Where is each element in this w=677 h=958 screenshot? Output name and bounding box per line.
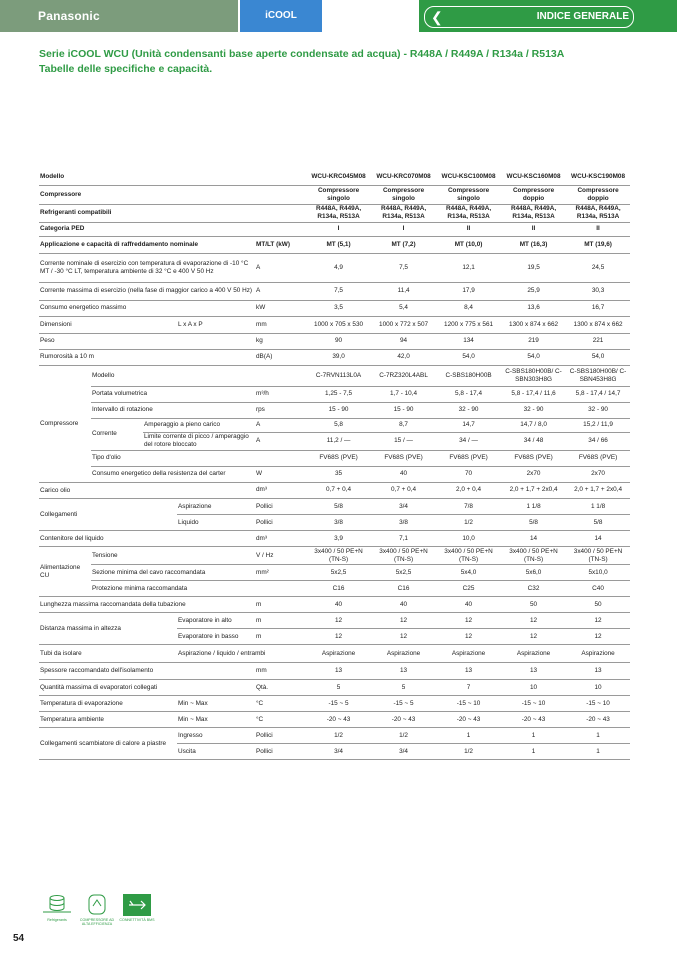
row-label: Alimentazione CU (39, 547, 91, 597)
row-label: Contenitore del liquido (39, 531, 255, 547)
cell: 7,1 (371, 531, 436, 547)
cell: 42,0 (371, 349, 436, 365)
table-row (39, 402, 630, 418)
cell: II (566, 222, 630, 236)
cell: 40 (436, 597, 501, 613)
cell: 2,0 + 1,7 + 2x0,4 (566, 483, 630, 499)
cell: FV68S (PVE) (436, 450, 501, 466)
cell: 3/4 (306, 744, 371, 760)
cell: FV68S (PVE) (501, 450, 566, 466)
cell: C25 (436, 581, 501, 597)
table-row (39, 222, 630, 236)
row-label: Collegamenti (39, 499, 177, 531)
cell: -20 ~ 43 (306, 712, 371, 728)
cell: 54,0 (501, 349, 566, 365)
cell: 7,5 (306, 282, 371, 300)
row-unit: MT/LT (kW) (255, 236, 306, 253)
cell: 17,9 (436, 282, 501, 300)
cell: 12 (306, 629, 371, 645)
chevron-left-icon: ❮ (431, 9, 443, 25)
cell: C16 (371, 581, 436, 597)
cell: 1 1/8 (501, 499, 566, 515)
row-label: Consumo energetico massimo (39, 300, 255, 316)
row-unit: Pollici (255, 499, 306, 515)
row-label: Intervallo di rotazione (91, 402, 255, 418)
cell: 70 (436, 466, 501, 482)
table-row (39, 663, 630, 680)
row-unit: mm (255, 316, 306, 333)
cell: 24,5 (566, 253, 630, 282)
cell: 1,25 - 7,5 (306, 386, 371, 402)
row-sublabel: Evaporatore in basso (177, 629, 255, 645)
cell: 11,2 / — (306, 432, 371, 450)
row-label: Tubi da isolare (39, 645, 177, 663)
row-sublabel: Evaporatore in alto (177, 613, 255, 629)
cell: Compressore singolo (371, 185, 436, 204)
cell: 14 (566, 531, 630, 547)
row-label: Temperatura di evaporazione (39, 696, 177, 712)
row-sublabel: Min ~ Max (177, 696, 255, 712)
table-row (39, 466, 630, 482)
row-label: Categoria PED (39, 222, 306, 236)
cell: 94 (371, 333, 436, 349)
cell: 3/4 (371, 744, 436, 760)
cell: 1,7 - 10,4 (371, 386, 436, 402)
row-unit: °C (255, 696, 306, 712)
cell: 14,7 / 8,0 (501, 418, 566, 432)
row-sublabel: L x A x P (177, 316, 255, 333)
cell: 0,7 + 0,4 (371, 483, 436, 499)
row-label: Consumo energetico della resistenza del carter (91, 466, 255, 482)
cell: 15 / — (371, 432, 436, 450)
cell: I (306, 222, 371, 236)
cell: 12 (501, 629, 566, 645)
row-unit: A (255, 253, 306, 282)
row-label: Corrente massima di esercizio (nella fase di maggior carico a 400 V 50 Hz) (39, 282, 255, 300)
cell: -15 ~ 10 (566, 696, 630, 712)
table-row (39, 316, 630, 333)
title-line-1: Serie iCOOL WCU (Unità condensanti base aperte condensate ad acqua) - R448A / R449A / R134a / R513A (39, 48, 565, 60)
table-row (39, 597, 630, 613)
cell: 10 (566, 680, 630, 696)
cell: Compressore doppio (501, 185, 566, 204)
cell: 134 (436, 333, 501, 349)
cell: 1/2 (436, 744, 501, 760)
cell: 3,9 (306, 531, 371, 547)
cell: 15,2 / 11,9 (566, 418, 630, 432)
efficiency-icon (79, 892, 115, 928)
row-label: Temperatura ambiente (39, 712, 177, 728)
row-sublabel: Uscita (177, 744, 255, 760)
row-unit: m (255, 629, 306, 645)
cell: 1 (501, 744, 566, 760)
cell: 40 (371, 466, 436, 482)
cell: MT (16,3) (501, 236, 566, 253)
cell: 1000 x 705 x 530 (306, 316, 371, 333)
cell: 34 / 66 (566, 432, 630, 450)
cell: 1/2 (371, 728, 436, 744)
cell: 32 - 90 (566, 402, 630, 418)
cell: 15 - 90 (306, 402, 371, 418)
table-row (39, 185, 630, 204)
cell: -15 ~ 5 (371, 696, 436, 712)
cell: 1/2 (306, 728, 371, 744)
cell: 32 - 90 (501, 402, 566, 418)
spec-table (39, 170, 630, 760)
cell: WCU-KSC100M08 (436, 170, 501, 185)
cell: 12 (436, 613, 501, 629)
row-sublabel: Tensione (91, 547, 255, 565)
cell: C-7RZ320L4ABL (371, 365, 436, 386)
cell: 7,5 (371, 253, 436, 282)
cell: 5x2,5 (371, 565, 436, 581)
row-unit: mm² (255, 565, 306, 581)
general-index-button[interactable] (424, 6, 634, 28)
cell: 12 (566, 613, 630, 629)
row-unit: kW (255, 300, 306, 316)
row-unit: V / Hz (255, 547, 306, 565)
table-row (39, 712, 630, 728)
row-label: Compressore (39, 185, 306, 204)
feature-icons (39, 892, 159, 928)
cell: II (436, 222, 501, 236)
cell: -20 ~ 43 (371, 712, 436, 728)
cell: 3/4 (371, 499, 436, 515)
cell: 1/2 (436, 515, 501, 531)
refrigerants-icon (39, 892, 75, 928)
cell: 4,9 (306, 253, 371, 282)
row-unit: dm³ (255, 531, 306, 547)
cell: 30,3 (566, 282, 630, 300)
cell: -15 ~ 10 (436, 696, 501, 712)
cell: 34 / — (436, 432, 501, 450)
cell: R448A, R449A, R134a, R513A (306, 204, 371, 222)
row-label: Dimensioni (39, 316, 177, 333)
row-unit: Pollici (255, 728, 306, 744)
cell: 3x400 / 50 PE+N (TN-S) (501, 547, 566, 565)
cell: 12 (436, 629, 501, 645)
cell: 13 (436, 663, 501, 680)
cell: 5,8 (306, 418, 371, 432)
row-unit: dm³ (255, 483, 306, 499)
cell: WCU-KSC160M08 (501, 170, 566, 185)
cell: WCU-KRC070M08 (371, 170, 436, 185)
cell: 14 (501, 531, 566, 547)
cell: C16 (306, 581, 371, 597)
page-title (39, 47, 639, 77)
cell: 5/8 (566, 515, 630, 531)
tab-label: iCOOL (265, 10, 297, 21)
table-row (39, 680, 630, 696)
table-row (39, 300, 630, 316)
cell: 54,0 (566, 349, 630, 365)
tab-icool[interactable] (240, 0, 322, 32)
cell: -15 ~ 10 (501, 696, 566, 712)
cell: C32 (501, 581, 566, 597)
icon-caption: CONNETTIVITÀ BMS (119, 918, 155, 922)
cell: 1 1/8 (566, 499, 630, 515)
row-unit: Pollici (255, 515, 306, 531)
cell: Compressore singolo (436, 185, 501, 204)
bms-icon (119, 892, 155, 928)
cell: 2,0 + 1,7 + 2x0,4 (501, 483, 566, 499)
cell: 12 (306, 613, 371, 629)
cell: 3/8 (371, 515, 436, 531)
cell: Aspirazione (566, 645, 630, 663)
cell: 7/8 (436, 499, 501, 515)
cell: FV68S (PVE) (566, 450, 630, 466)
cell: 2x70 (501, 466, 566, 482)
cell: I (371, 222, 436, 236)
icon-caption: Refrigerants (47, 918, 67, 922)
cell: 3x400 / 50 PE+N (TN-S) (306, 547, 371, 565)
cell: 0,7 + 0,4 (306, 483, 371, 499)
cell: C-7RVN113L0A (306, 365, 371, 386)
row-label: Amperaggio a pieno carico (143, 418, 255, 432)
cell: 32 - 90 (436, 402, 501, 418)
cell: 5,8 - 17,4 / 14,7 (566, 386, 630, 402)
row-unit: rps (255, 402, 306, 418)
cell: 5/8 (501, 515, 566, 531)
table-row (39, 499, 630, 515)
row-unit: W (255, 466, 306, 482)
cell: FV68S (PVE) (371, 450, 436, 466)
cell: C-SBS180H00B/ C-SBN303H8G (501, 365, 566, 386)
cell: 12 (566, 629, 630, 645)
row-label: Modello (91, 365, 255, 386)
table-row (39, 418, 630, 432)
row-label: Spessore raccomandato dell'isolamento (39, 663, 255, 680)
row-unit: A (255, 418, 306, 432)
cell: MT (10,0) (436, 236, 501, 253)
cell: 8,7 (371, 418, 436, 432)
table-row (39, 386, 630, 402)
cell: 8,4 (436, 300, 501, 316)
cell: 2x70 (566, 466, 630, 482)
cell: 2,0 + 0,4 (436, 483, 501, 499)
row-sublabel: Liquido (177, 515, 255, 531)
cell: 12 (371, 613, 436, 629)
compressor-group-label: Compressore (39, 365, 91, 483)
cell: 7 (436, 680, 501, 696)
cell: -20 ~ 43 (436, 712, 501, 728)
cell: 1 (566, 744, 630, 760)
cell: 39,0 (306, 349, 371, 365)
table-row (39, 450, 630, 466)
cell: 12 (371, 629, 436, 645)
row-label: Distanza massima in altezza (39, 613, 177, 645)
cell: 5x4,0 (436, 565, 501, 581)
cell: 3/8 (306, 515, 371, 531)
cell: MT (7,2) (371, 236, 436, 253)
cell: R448A, R449A, R134a, R513A (371, 204, 436, 222)
cell: 1200 x 775 x 561 (436, 316, 501, 333)
table-row (39, 349, 630, 365)
cell: Aspirazione (436, 645, 501, 663)
cell: MT (5,1) (306, 236, 371, 253)
row-sublabel: Ingresso (177, 728, 255, 744)
brand-logo: Panasonic (38, 9, 100, 23)
row-label: Peso (39, 333, 255, 349)
cell: 1300 x 874 x 662 (566, 316, 630, 333)
cell: 12 (501, 613, 566, 629)
cell: 5,4 (371, 300, 436, 316)
table-row (39, 170, 630, 185)
cell: C40 (566, 581, 630, 597)
row-unit: A (255, 432, 306, 450)
table-row (39, 581, 630, 597)
cell: C-SBS180H00B (436, 365, 501, 386)
row-sublabel: Aspirazione (177, 499, 255, 515)
row-label: Carico olio (39, 483, 255, 499)
cell: 13 (306, 663, 371, 680)
table-row (39, 282, 630, 300)
title-line-2: Tabelle delle specifiche e capacità. (39, 63, 213, 75)
row-label: Lunghezza massima raccomandata della tubazione (39, 597, 255, 613)
row-label: Rumorosità a 10 m (39, 349, 255, 365)
cell: 13,6 (501, 300, 566, 316)
table-row (39, 565, 630, 581)
table-row (39, 696, 630, 712)
cell: R448A, R449A, R134a, R513A (566, 204, 630, 222)
cell: 221 (566, 333, 630, 349)
cell: 15 - 90 (371, 402, 436, 418)
cell: 5x6,0 (501, 565, 566, 581)
cell: 5 (371, 680, 436, 696)
cell: 1300 x 874 x 662 (501, 316, 566, 333)
icon-caption: COMPRESSORE AD ALTA EFFICIENZA (79, 918, 115, 926)
table-row (39, 531, 630, 547)
row-unit: Qtà. (255, 680, 306, 696)
cell: 10 (501, 680, 566, 696)
cell: 11,4 (371, 282, 436, 300)
row-label: Quantità massima di evaporatori collegati (39, 680, 255, 696)
cell: 13 (501, 663, 566, 680)
table-row (39, 333, 630, 349)
cell: 13 (566, 663, 630, 680)
cell: R448A, R449A, R134a, R513A (501, 204, 566, 222)
cell: 1 (501, 728, 566, 744)
table-row (39, 547, 630, 565)
top-bar (0, 0, 677, 32)
cell: 34 / 48 (501, 432, 566, 450)
cell: Aspirazione (501, 645, 566, 663)
cell: WCU-KRC045M08 (306, 170, 371, 185)
general-index-label: INDICE GENERALE (536, 11, 629, 22)
cell: MT (19,6) (566, 236, 630, 253)
cell: Aspirazione (371, 645, 436, 663)
row-unit: kg (255, 333, 306, 349)
cell: 5 (306, 680, 371, 696)
cell: 14,7 (436, 418, 501, 432)
cell: C-SBS180H00B/ C-SBN453H8G (566, 365, 630, 386)
cell: 12,1 (436, 253, 501, 282)
table-row (39, 365, 630, 386)
cell: 219 (501, 333, 566, 349)
cell: 40 (306, 597, 371, 613)
cell: -15 ~ 5 (306, 696, 371, 712)
row-unit: m (255, 613, 306, 629)
cell: 50 (501, 597, 566, 613)
cell: 5,8 - 17,4 / 11,6 (501, 386, 566, 402)
row-unit: Pollici (255, 744, 306, 760)
cell: 1 (436, 728, 501, 744)
cell: 10,0 (436, 531, 501, 547)
row-unit: A (255, 282, 306, 300)
row-unit: dB(A) (255, 349, 306, 365)
row-label: Limite corrente di picco / amperaggio del rotore bloccato (143, 432, 255, 450)
table-row (39, 483, 630, 499)
row-sublabel: Aspirazione / liquido / entrambi (177, 645, 306, 663)
cell: 13 (371, 663, 436, 680)
cell: 35 (306, 466, 371, 482)
row-label: Applicazione e capacità di raffreddamento nominale (39, 236, 255, 253)
cell: 3x400 / 50 PE+N (TN-S) (371, 547, 436, 565)
cell: 3,5 (306, 300, 371, 316)
table-row (39, 204, 630, 222)
row-sublabel: Sezione minima del cavo raccomandata (91, 565, 255, 581)
cell: R448A, R449A, R134a, R513A (436, 204, 501, 222)
row-label: Tipo d'olio (91, 450, 255, 466)
row-unit: m (255, 597, 306, 613)
cell: 3x400 / 50 PE+N (TN-S) (436, 547, 501, 565)
cell: 40 (371, 597, 436, 613)
cell: FV68S (PVE) (306, 450, 371, 466)
row-unit: m³/h (255, 386, 306, 402)
table-row (39, 728, 630, 744)
row-unit: °C (255, 712, 306, 728)
nav-area (419, 0, 677, 32)
cell: 25,9 (501, 282, 566, 300)
cell: 1 (566, 728, 630, 744)
cell: 19,5 (501, 253, 566, 282)
row-label: Corrente nominale di esercizio con temperatura di evaporazione di -10 °C MT / -30 °C LT, temperatura ambiente di 32 °C e 400 V 50 Hz (39, 253, 255, 282)
cell: -20 ~ 43 (501, 712, 566, 728)
table-row (39, 236, 630, 253)
cell: 5x10,0 (566, 565, 630, 581)
cell: 90 (306, 333, 371, 349)
cell: 3x400 / 50 PE+N (TN-S) (566, 547, 630, 565)
row-unit: mm (255, 663, 306, 680)
row-label: Portata volumetrica (91, 386, 255, 402)
table-row (39, 613, 630, 629)
cell: 5,8 - 17,4 (436, 386, 501, 402)
row-sublabel: Min ~ Max (177, 712, 255, 728)
row-sublabel: Protezione minima raccomandata (91, 581, 255, 597)
cell: 54,0 (436, 349, 501, 365)
page-number: 54 (13, 933, 25, 944)
cell: Compressore doppio (566, 185, 630, 204)
cell: Aspirazione (306, 645, 371, 663)
table-row (39, 645, 630, 663)
cell: 1000 x 772 x 507 (371, 316, 436, 333)
row-label: Collegamenti scambiatore di calore a piastre (39, 728, 177, 760)
cell: -20 ~ 43 (566, 712, 630, 728)
current-label: Corrente (91, 418, 143, 450)
brand-bar (0, 0, 238, 32)
cell: 5x2,5 (306, 565, 371, 581)
cell: 5/8 (306, 499, 371, 515)
cell: WCU-KSC190M08 (566, 170, 630, 185)
cell: II (501, 222, 566, 236)
cell: Compressore singolo (306, 185, 371, 204)
cell: 50 (566, 597, 630, 613)
table-row (39, 253, 630, 282)
row-label: Modello (39, 170, 306, 185)
row-label: Refrigeranti compatibili (39, 204, 306, 222)
cell: 16,7 (566, 300, 630, 316)
